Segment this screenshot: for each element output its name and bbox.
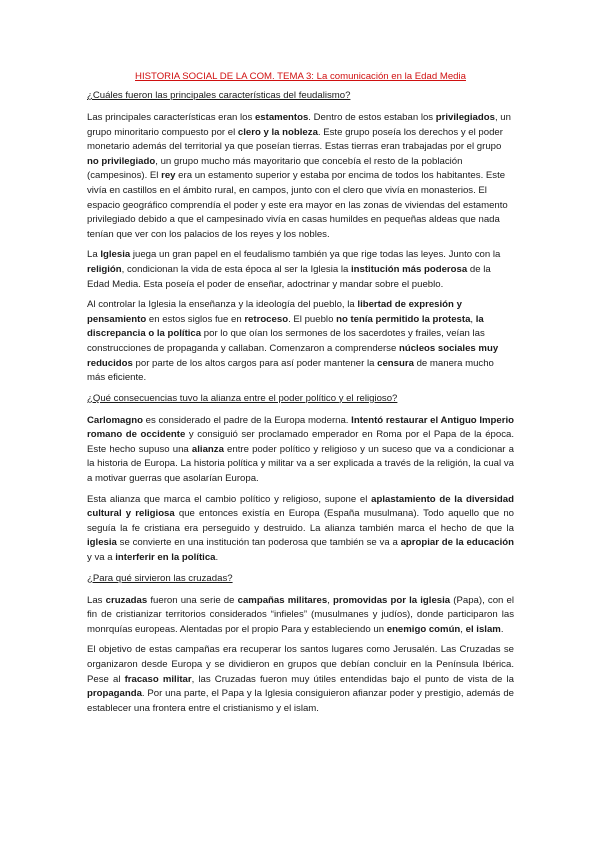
- text-run: Al controlar la Iglesia la enseñanza y la ideología del pueblo, la: [87, 299, 358, 311]
- text-run: , un grupo minoritario compuesto por el: [87, 112, 511, 138]
- text-run: La: [87, 249, 101, 261]
- paragraph: [87, 414, 514, 487]
- bold-text: iglesia: [87, 537, 117, 549]
- text-run: y consiguió ser proclamado emperador en Roma por el Papa de la época. Este hecho supuso una: [87, 429, 514, 455]
- bold-text: enemigo común: [386, 623, 461, 635]
- bold-text: libertad de expresión y pensamiento: [87, 299, 462, 325]
- bold-text: fracaso militar: [124, 673, 192, 685]
- question-heading: ¿Qué consecuencias tuvo la alianza entre el poder político y el religioso?: [87, 392, 398, 404]
- bold-text: Intentó restaurar el Antiguo Imperio romano de occidente: [87, 414, 515, 441]
- text-run: era un estamento superior y estaba por encima de todos los habitantes. Este vivía en castillos en el ámbito rural, en campos, junto con el clero que vivía en monasterios. El espacio geográfico comprendía el poder y este era mayor en las zonas de viviendas del estamento privilegiado debido a que el campesinado vivía en casas humildes en pequeñas aldeas que nada tenían que ver con los palacios de los reyes y los nobles.: [87, 170, 508, 240]
- text-run: , condicionan la vida de esta época al ser la Iglesia la: [121, 263, 351, 275]
- bold-text: estamentos: [254, 112, 309, 123]
- text-run: entre poder político y religioso y un suceso que va a condicionar a la historia de Europa. La historia política y militar va a ser explicada a través de la religión, la cual va a motivar guerras que asolarían Europa.: [87, 443, 514, 485]
- paragraph: [87, 111, 514, 242]
- text-run: Las: [87, 594, 106, 606]
- text-run: . Por una parte, el Papa y la Iglesia consiguieron afianzar poder y prestigio, además de establecer una frontera entre el cristianismo y el islam.: [87, 688, 514, 714]
- question-heading: ¿Para qué sirvieron las cruzadas?: [87, 572, 233, 584]
- paragraph: [87, 248, 514, 292]
- section-alianza: [87, 392, 514, 566]
- text-run: que entonces existía en Europa (España musulmana). Todo aquello que no seguía la fe cristiana era perseguido y destruido. La alianza también marca el hecho de que la: [87, 508, 514, 534]
- text-run: (Papa), con el fin de cristianizar territorios considerados “infieles” (musulmanes y judíos), donde participaron las monrquías europeas. Alentadas por el propio Para y estableciendo un: [87, 594, 514, 635]
- text-run: juega un gran papel en el feudalismo también ya que rige todas las leyes. Junto con la: [130, 249, 501, 261]
- text-run: El objetivo de estas campañas era recuperar los santos lugares como Jerusalén. Las Cruzadas se organizaron desde Europa y se dividieron en grupos que debían concluir en la Península Ibérica. Pese al: [87, 644, 514, 685]
- bold-text: campañas militares: [237, 594, 328, 606]
- text-run: Las principales características eran los: [87, 112, 255, 123]
- bold-text: interferir en la política: [115, 552, 216, 564]
- text-run: . Este grupo poseía los derechos y el poder monetario además del territorial ya que poseían tierras. Estas tierras eran trabajadas por el grupo: [87, 126, 503, 153]
- text-run: ,: [460, 623, 466, 635]
- document-title: HISTORIA SOCIAL DE LA COM. TEMA 3: La comunicación en la Edad Media: [135, 71, 466, 82]
- bold-text: clero y la nobleza: [237, 126, 318, 138]
- bold-text: institución más poderosa: [350, 263, 468, 275]
- bold-text: alianza: [191, 443, 224, 455]
- bold-text: el islam: [465, 623, 501, 635]
- text-run: .: [215, 552, 219, 564]
- bold-text: censura: [377, 357, 414, 369]
- text-run: por lo que oían los sermones de los sacerdotes y frailes, veían las construcciones de propaganda y callaban. Comenzaron a comprenderse: [87, 328, 485, 354]
- text-run: de la Edad Media. Esta poseía el poder de enseñar, adoctrinar y mandar sobre el pueblo.: [87, 263, 491, 290]
- bold-text: Carlomagno: [87, 414, 143, 426]
- section-feudalismo: [87, 89, 514, 386]
- text-run: . Dentro de estos estaban los: [308, 112, 436, 123]
- text-run: y va a: [87, 552, 116, 564]
- paragraph: [87, 594, 514, 638]
- question-heading: ¿Cuáles fueron las principales características del feudalismo?: [87, 90, 351, 101]
- text-run: ,: [470, 313, 476, 325]
- text-run: de manera mucho más eficiente.: [87, 357, 494, 384]
- text-run: ,: [327, 594, 333, 606]
- text-run: es considerado el padre de la Europa moderna.: [142, 414, 352, 426]
- bold-text: privilegiados: [435, 112, 495, 123]
- bold-text: religión: [87, 263, 122, 275]
- section-cruzadas: [87, 572, 514, 717]
- bold-text: apropiar de la educación: [400, 537, 514, 549]
- bold-text: aplastamiento de la diversidad cultural y religiosa: [87, 493, 514, 520]
- text-run: se convierte en una institución tan poderosa que también se va a: [116, 537, 401, 549]
- text-run: en estos siglos fue en: [146, 313, 245, 325]
- bold-text: no privilegiado: [87, 155, 156, 167]
- bold-text: cruzadas: [105, 594, 148, 606]
- text-run: , un grupo mucho más mayoritario que concebía el resto de la población (campesinos). El: [87, 155, 463, 182]
- text-run: , las Cruzadas fueron muy útiles entendidas bajo el punto de vista de la: [191, 673, 514, 685]
- bold-text: Iglesia: [100, 249, 131, 261]
- bold-text: no tenía permitido la protesta: [336, 313, 471, 325]
- paragraph: [87, 493, 514, 566]
- text-run: Esta alianza que marca el cambio político y religioso, supone el: [87, 493, 372, 505]
- paragraph: [87, 643, 514, 716]
- bold-text: retroceso: [244, 313, 289, 325]
- text-run: . El pueblo: [288, 313, 337, 325]
- paragraph: [87, 298, 514, 386]
- bold-text: propaganda: [87, 688, 142, 700]
- bold-text: promovidas por la iglesia: [333, 594, 451, 606]
- bold-text: la discrepancia o la política: [87, 313, 484, 340]
- text-run: fueron una serie de: [147, 594, 238, 606]
- text-run: .: [500, 623, 504, 635]
- bold-text: núcleos sociales muy reducidos: [87, 342, 499, 369]
- bold-text: rey: [161, 170, 176, 182]
- text-run: por parte de los altos cargos para así poder mantener la: [132, 357, 378, 369]
